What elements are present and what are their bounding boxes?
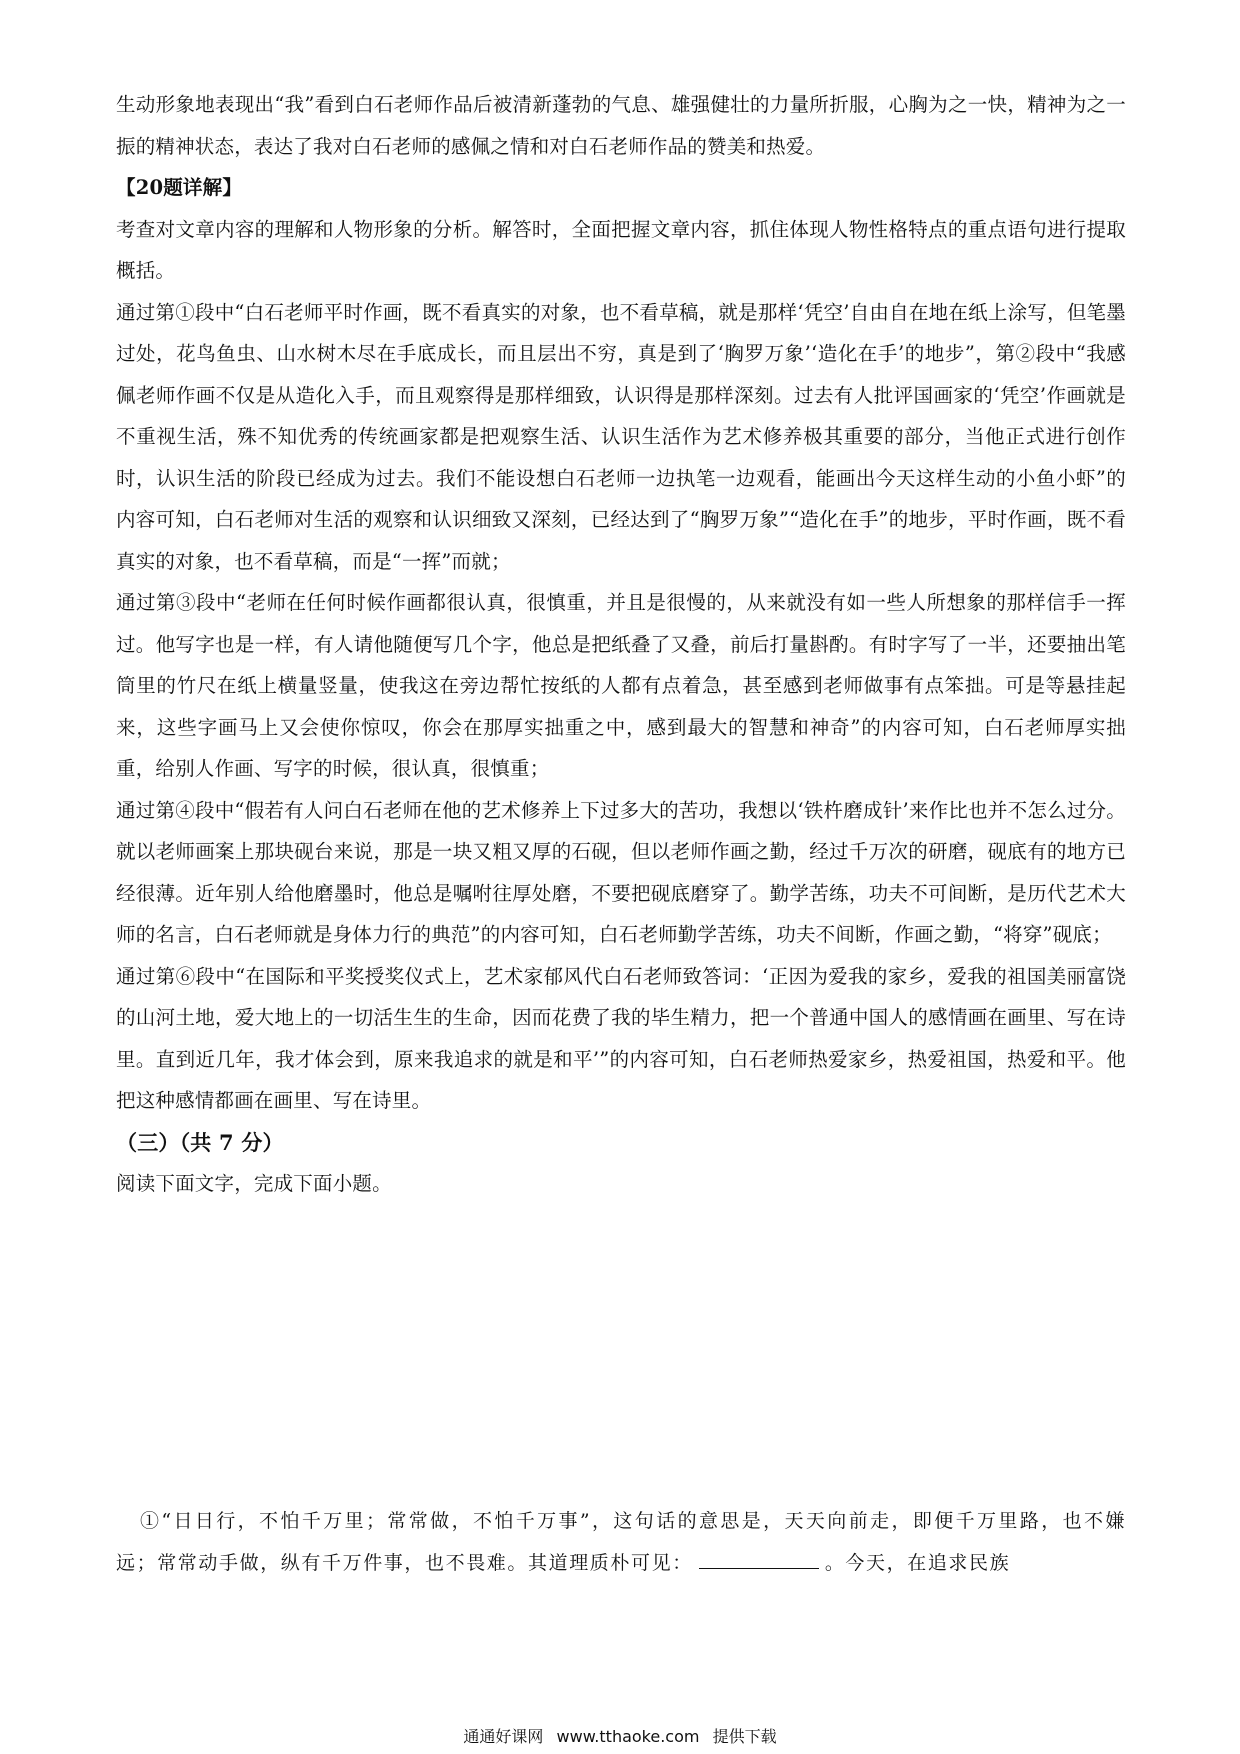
paragraph-analysis-1: 通过第①段中“白石老师平时作画，既不看真实的对象，也不看草稿，就是那样‘凭空’自由自在地在纸上涂写，但笔墨过处，花鸟鱼虫、山水树木尽在手底成长，而且层出不穷，真是到了‘胸罗万象’‘造化在手’的地步”，第②段中“我感佩老师作画不仅是从造化入手，而且观察得是那样细致，认识得是那样深刻。过去有人批评国画家的‘凭空’作画就是不重视生活，殊不知优秀的传统画家都是把观察生活、认识生活作为艺术修养极其重要的部分，当他正式进行创作时，认识生活的阶段已经成为过去。我们不能设想白石老师一边执笔一边观看，能画出今天这样生动的小鱼小虾”的内容可知，白石老师对生活的观察和认识细致又深刻，已经达到了“胸罗万象”“造化在手”的地步，平时作画，既不看真实的对象，也不看草稿，而是“一挥”而就； bbox=[116, 300, 1126, 573]
answer-analysis bbox=[116, 84, 1126, 1205]
reading-text-part2: 。今天，在追求民族 bbox=[824, 1552, 1011, 1574]
reading-instruction: 阅读下面文字，完成下面小题。 bbox=[116, 1172, 392, 1195]
footer-url[interactable]: www.tthaoke.com bbox=[556, 1727, 700, 1746]
footer-suffix: 提供下载 bbox=[712, 1727, 777, 1746]
reading-text-part1: ①“日日行，不怕千万里；常常做，不怕千万事”，这句话的意思是，天天向前走，即便千万里路，也不嫌远；常常动手做，纵有千万件事，也不畏难。其道理质朴可见： bbox=[116, 1510, 1126, 1574]
paragraph-analysis-3: 通过第③段中“老师在任何时候作画都很认真，很慎重，并且是很慢的，从来就没有如一些人所想象的那样信手一挥过。他写字也是一样，有人请他随便写几个字，他总是把纸叠了又叠，前后打量斟酌。有时字写了一半，还要抽出笔筒里的竹尺在纸上横量竖量，使我这在旁边帮忙按纸的人都有点着急，甚至感到老师做事有点笨拙。可是等悬挂起来，这些字画马上又会使你惊叹，你会在那厚实拙重之中，感到最大的智慧和神奇”的内容可知，白石老师厚实拙重，给别人作画、写字的时候，很认真，很慎重； bbox=[116, 591, 1126, 780]
footer-site-name: 通通好课网 bbox=[463, 1727, 544, 1746]
section-title: （三）（共 7 分） bbox=[116, 1129, 284, 1155]
page-footer bbox=[0, 1724, 1240, 1747]
question-20-heading: 【20题详解】 bbox=[116, 176, 243, 199]
paragraph-20-intro: 考查对文章内容的理解和人物形象的分析。解答时，全面把握文章内容，抓住体现人物性格特点的重点语句进行提取概括。 bbox=[116, 217, 1126, 282]
fill-in-blank bbox=[699, 1548, 819, 1569]
paragraph-analysis-6: 通过第⑥段中“在国际和平奖授奖仪式上，艺术家郁风代白石老师致答词：‘正因为爱我的家乡，爱我的祖国美丽富饶的山河土地，爱大地上的一切活生生的生命，因而花费了我的毕生精力，把一个普通中国人的感情画在画里、写在诗里。直到近几年，我才体会到，原来我追求的就是和平’”的内容可知，白石老师热爱家乡，热爱祖国，热爱和平。他把这种感情都画在画里、写在诗里。 bbox=[116, 964, 1126, 1112]
reading-passage bbox=[116, 1500, 1126, 1584]
paragraph-19-conclusion: 生动形象地表现出“我”看到白石老师作品后被清新蓬勃的气息、雄强健壮的力量所折服，心胸为之一快，精神为之一振的精神状态，表达了我对白石老师的感佩之情和对白石老师作品的赞美和热爱。 bbox=[116, 93, 1126, 158]
paragraph-analysis-4: 通过第④段中“假若有人问白石老师在他的艺术修养上下过多大的苦功，我想以‘铁杵磨成针’来作比也并不怎么过分。就以老师画案上那块砚台来说，那是一块又粗又厚的石砚，但以老师作画之勤，经过千万次的研磨，砚底有的地方已经很薄。近年别人给他磨墨时，他总是嘱咐往厚处磨，不要把砚底磨穿了。勤学苦练，功夫不可间断，是历代艺术大师的名言，白石老师就是身体力行的典范”的内容可知，白石老师勤学苦练，功夫不间断，作画之勤，“将穿”砚底； bbox=[116, 798, 1126, 946]
